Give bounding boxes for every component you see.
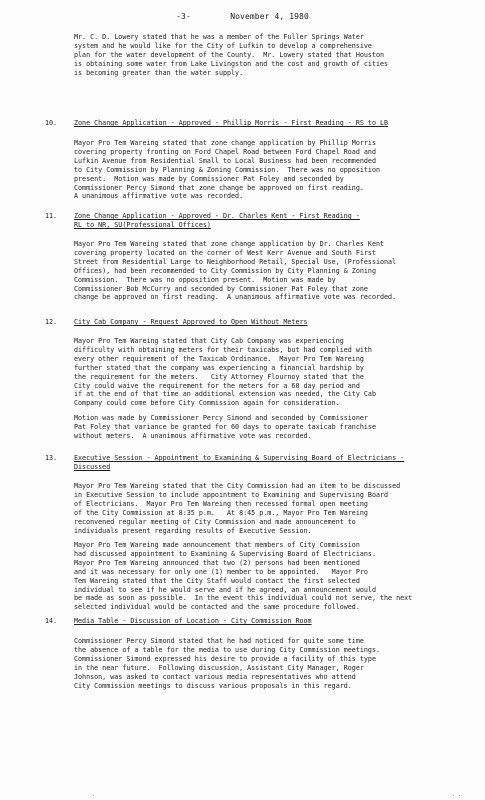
text-line: Commission. There was no opposition present. Motion was made by [74,275,336,284]
text-line: system and he would like for the City of Lufkin to develop a comprehensive [74,41,372,50]
text-line: be made as soon as possible. In the event this individual could not serve, the next [74,594,413,603]
text-line: in Executive Session to include appointment to Examining and Supervising Board [74,490,389,499]
item-paragraph [74,541,476,612]
item-number: 11. [45,212,58,220]
text-line: Mayor Pro Tem Wareing announced that two (2) persons had been mentioned [74,558,360,567]
text-line: Mayor Pro Tem Wareing made announcement that members of City Commission [74,541,360,549]
item-number: 13. [45,454,58,462]
text-line: Mayor Pro Tem Wareing stated that the City Commission had an item to be discussed [74,482,401,490]
text-line: Motion was made by Commissioner Percy Simond and seconded by Commissioner [74,414,368,422]
text-line: change be approved on first reading. A unanimous affirmative vote was recorded. [74,293,397,302]
text-line: Mr. C. D. Lowery stated that he was a member of the Fuller Springs Water [74,33,364,41]
item-paragraph [74,637,476,690]
item-title [74,212,478,230]
text-line: of Electricians. Mayor Pro Tem Wareing then recessed formal open meeting [74,499,368,508]
title-line: RL to NR, SU(Professional Offices) [74,220,211,229]
text-line: difficulty with obtaining meters for their taxicabs, but had complied with [74,345,372,354]
intro-paragraph [74,33,476,78]
text-line: if at the end of that time an additional extension was needed, the City Cab [74,390,376,399]
text-line: present. Motion was made by Commissioner Pat Foley and seconded by [74,174,344,183]
text-line: Company could come before City Commission again for consideration. [74,399,340,408]
text-line: Commissioner Bob McCurry and seconded by Commissioner Pat Foley that zone [74,284,368,293]
title-line: Zone Change Application - Approved - Dr. Charles Kent - First Reading - [74,212,360,220]
text-line: the requirement for the meters. City Attorney Flournoy stated that the [74,372,364,381]
item-paragraph [74,337,476,408]
text-line: to City Commission by Planning & Zoning Commission. There was no opposition [74,165,380,174]
scan-mark: . . [452,792,462,798]
text-line: City could waive the requirement for the meters for a 60 day period and [74,381,360,390]
text-line: plan for the water development of the County. Mr. Lowery stated that Houston [74,50,385,59]
text-line: Commissioner Simond expressed his desire to provide a facility of this type [74,654,376,663]
text-line: individual to see if he would serve and if he agreed, an announcement would [74,585,376,594]
text-line: without meters. A unanimous affirmative vote was recorded. [74,431,312,440]
text-line: covering property fronting on Ford Chapel Road between Ford Chapel Road and [74,147,376,156]
title-line: Discussed [74,462,111,471]
text-line: Pat Foley that variance be granted for 60 days to operate taxicab franchise [74,422,376,431]
text-line: Street from Residential Large to Neighborhood Retail, Special Use, (Professional [74,257,397,266]
item-title [74,119,478,128]
text-line: Tem Wareing stated that the City Staff would contact the first selected [74,576,360,585]
text-line: Mayor Pro Tem Wareing stated that City Cab Company was experiencing [74,337,344,345]
text-line: the absence of a table for the media to use during City Commission meetings. [74,645,380,654]
text-line: covering property located on the corner of West Kerr Avenue and South First [74,248,376,257]
text-line: and it was necessary for only one (1) member to be appointed. Mayor Pro [74,567,368,576]
title-line: Zone Change Application - Approved - Phillip Morris - First Reading - RS to LB [74,119,389,127]
text-line: Commissioner Percy Simond stated that he had noticed for quite some time [74,637,364,645]
text-line: in the near future. Following discussion, Assistant City Manager, Roger [74,663,364,672]
item-paragraph [74,482,476,535]
item-paragraph [74,139,476,201]
text-line: Commissioner Percy Simond that zone change be approved on first reading. [74,183,364,192]
title-line: Executive Session - Appointment to Examining & Supervising Board of Electricians - [74,454,405,462]
item-title [74,318,478,327]
text-line: selected individual would be contacted and the same procedure followed. [74,603,360,612]
text-line: Mayor Pro Tem Wareing stated that zone change application by Phillip Morris [74,139,376,147]
text-line: City Commission meetings to discuss various proposals in this regard. [74,681,352,690]
title-line: Media Table - Discussion of Location - City Commission Room [74,617,312,625]
item-paragraph [74,240,476,302]
text-line: Lufkin Avenue from Residential Small to Local Business had been recommended [74,156,376,165]
text-line: of the City Commission at 8:35 p.m. At 8:45 p.m., Mayor Pro Tem Wareing [74,508,368,517]
item-number: 10. [45,119,58,127]
item-paragraph [74,414,476,441]
item-title [74,454,478,472]
text-line: had discussed appointment to Examining & Supervising Board of Electricians. [74,549,376,558]
text-line: Offices), had been recommended to City Commission by City Planning & Zoning [74,266,376,275]
item-number: 12. [45,318,58,326]
item-number: 14. [45,617,58,625]
text-line: Mayor Pro Tem Wareing stated that zone change application by Dr. Charles Kent [74,240,385,248]
text-line: individuals present regarding results of Executive Session. [74,526,312,535]
scan-mark: . [92,792,96,798]
page-header: -3- November 4, 1980 [176,12,309,21]
text-line: further stated that the company was experiencing a financial hardship by [74,363,364,372]
text-line: reconvened regular meeting of City Commission and made announcement to [74,517,356,526]
item-title [74,617,478,626]
text-line: is becoming greater than the water supply. [74,68,244,77]
text-line: every other requirement of the Taxicab Ordinance. Mayor Pro Tem Wareing [74,354,364,363]
title-line: City Cab Company - Request Approved to Open Without Meters [74,318,308,326]
text-line: is obtaining some water from Lake Livingston and the cost and growth of cities [74,59,389,68]
text-line: Johnson, was asked to contact various media representatives who attend [74,672,356,681]
text-line: A unanimous affirmative vote was recorded. [74,192,244,201]
